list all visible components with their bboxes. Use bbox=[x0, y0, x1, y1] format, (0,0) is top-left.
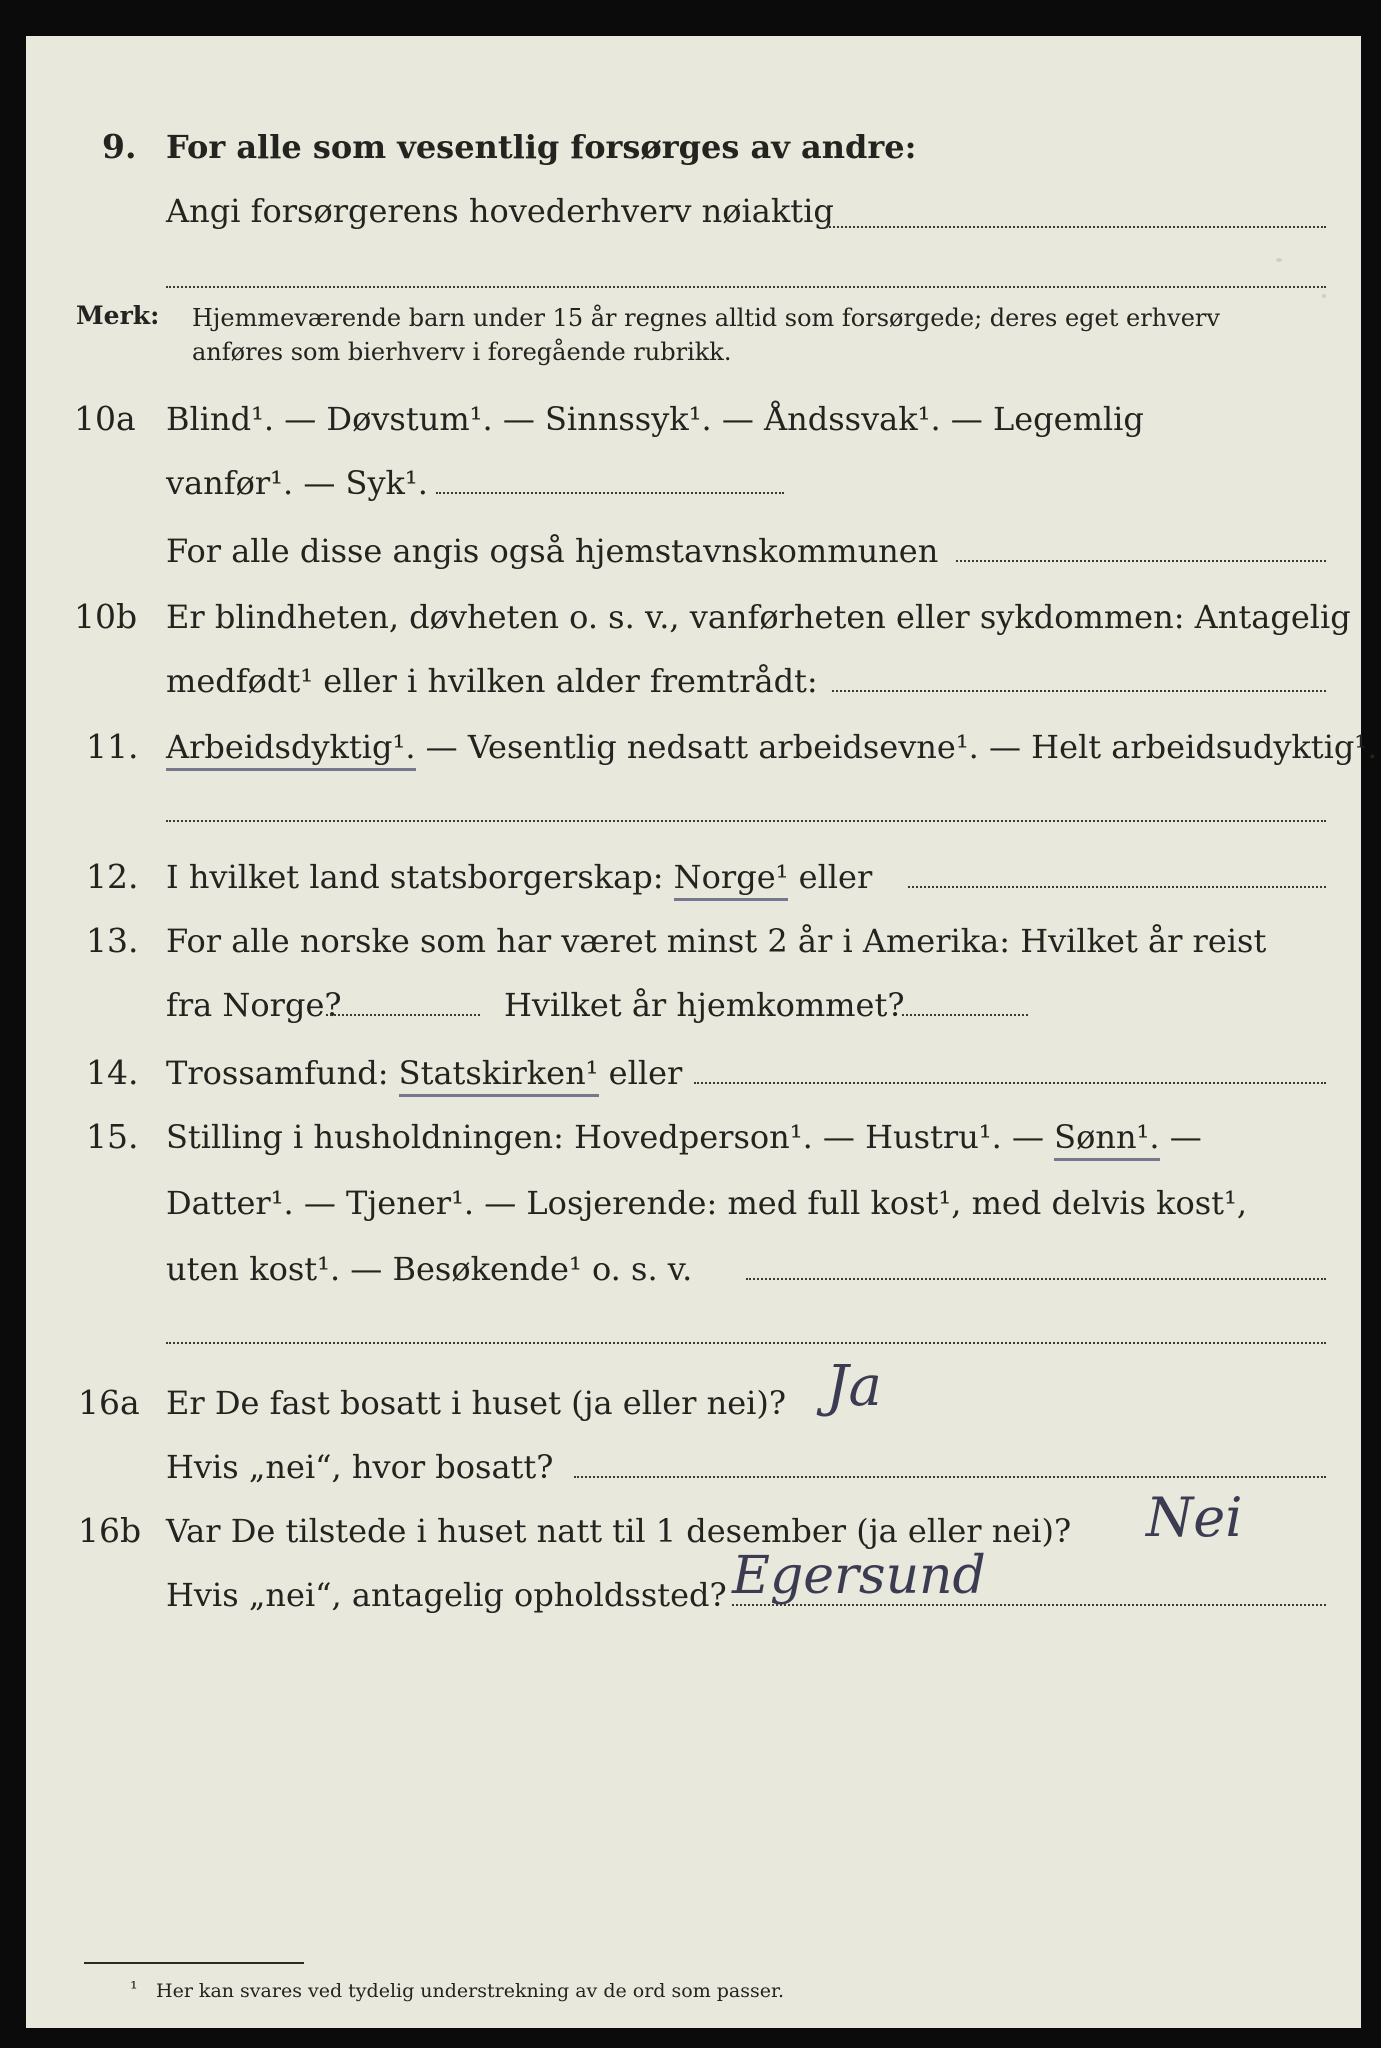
q16a-prompt-2: Hvis „nei“, hvor bosatt? bbox=[166, 1448, 554, 1486]
q9-number: 9. bbox=[102, 127, 137, 166]
q10b-answer-line[interactable] bbox=[832, 690, 1326, 692]
q12-number: 12. bbox=[86, 857, 139, 896]
q9-answer-line[interactable] bbox=[826, 226, 1326, 228]
q15-answer-line[interactable] bbox=[746, 1278, 1326, 1280]
q16b-prompt: Var De tilstede i huset natt til 1 desember (ja eller nei)? bbox=[166, 1512, 1072, 1550]
q15-answer-line-2[interactable] bbox=[166, 1342, 1326, 1344]
q13-year-returned-line[interactable] bbox=[902, 1014, 1028, 1016]
q10a-line-1: Blind¹. — Døvstum¹. — Sinnssyk¹. — Åndssvak¹. — Legemlig bbox=[166, 400, 1144, 438]
footnote-rule bbox=[84, 1962, 304, 1964]
q11-options bbox=[166, 728, 1377, 766]
q14-prompt: Trossamfund: bbox=[166, 1054, 389, 1092]
q12-option-norge-selected[interactable]: Norge¹ bbox=[674, 858, 789, 901]
q16b-prompt-2: Hvis „nei“, antagelig opholdssted? bbox=[166, 1576, 727, 1614]
q11-option-arbeidsdyktig-selected[interactable]: Arbeidsdyktig¹. bbox=[166, 728, 416, 771]
q10a-line-2: vanfør¹. — Syk¹. bbox=[166, 464, 428, 502]
q13-number: 13. bbox=[86, 921, 139, 960]
q10b-number: 10b bbox=[74, 597, 138, 636]
q11-option-rest: — Vesentlig nedsatt arbeidsevne¹. — Helt arbeidsudyktig¹. bbox=[425, 728, 1378, 766]
q9-answer-line-2[interactable] bbox=[166, 286, 1326, 288]
q13-line-1: For alle norske som har været minst 2 år i Amerika: Hvilket år reist bbox=[166, 922, 1267, 960]
q14-line bbox=[166, 1054, 682, 1092]
merk-label: Merk: bbox=[76, 301, 160, 330]
merk-text-1: Hjemmeværende barn under 15 år regnes alltid som forsørgede; deres eget erhverv bbox=[192, 304, 1220, 332]
q15-line-3: uten kost¹. — Besøkende¹ o. s. v. bbox=[166, 1250, 693, 1288]
q16a-handwritten-answer[interactable]: Ja bbox=[826, 1354, 882, 1419]
q15-option-sonn-selected[interactable]: Sønn¹. bbox=[1054, 1118, 1159, 1161]
q13-prompt-reist: fra Norge? bbox=[166, 986, 342, 1024]
q15-line-1 bbox=[166, 1118, 1202, 1156]
q10a-hometown-line[interactable] bbox=[956, 560, 1326, 562]
q16b-handwritten-answer[interactable]: Nei bbox=[1146, 1486, 1243, 1549]
q10b-line-2: medfødt¹ eller i hvilken alder fremtrådt: bbox=[166, 662, 818, 700]
q13-prompt-hjemkommet: Hvilket år hjemkommet? bbox=[504, 986, 905, 1024]
q14-option-statskirken-selected[interactable]: Statskirken¹ bbox=[399, 1054, 599, 1097]
q14-eller: eller bbox=[608, 1054, 683, 1092]
q14-number: 14. bbox=[86, 1053, 139, 1092]
q16a-number: 16a bbox=[78, 1383, 140, 1422]
q10b-line-1: Er blindheten, døvheten o. s. v., vanførheten eller sykdommen: Antagelig bbox=[166, 598, 1351, 636]
q11-answer-line[interactable] bbox=[166, 820, 1326, 822]
paper-speck bbox=[1276, 258, 1282, 262]
footnote-mark: ¹ bbox=[130, 1978, 138, 2000]
paper-speck bbox=[1322, 294, 1326, 298]
q12-eller: eller bbox=[798, 858, 873, 896]
q16b-place-line[interactable] bbox=[732, 1604, 1326, 1606]
q9-prompt: Angi forsørgerens hovederhverv nøiaktig bbox=[166, 192, 834, 230]
q15-line-2: Datter¹. — Tjener¹. — Losjerende: med full kost¹, med delvis kost¹, bbox=[166, 1184, 1248, 1222]
q15-options-a: Stilling i husholdningen: Hovedperson¹. — Hustru¹. — bbox=[166, 1118, 1044, 1156]
q15-dash: — bbox=[1169, 1118, 1202, 1156]
q10a-answer-line[interactable] bbox=[436, 492, 784, 494]
q16b-handwritten-place[interactable]: Egersund bbox=[732, 1546, 986, 1606]
merk-text-2: anføres som bierhverv i foregående rubrikk. bbox=[192, 338, 732, 366]
q12-line bbox=[166, 858, 872, 896]
q10a-number: 10a bbox=[74, 399, 136, 438]
q11-number: 11. bbox=[86, 727, 139, 766]
q12-prompt: I hvilket land statsborgerskap: bbox=[166, 858, 664, 896]
footnote-text: Her kan svares ved tydelig understrekning av de ord som passer. bbox=[156, 1980, 785, 2002]
q16a-residence-line[interactable] bbox=[574, 1476, 1326, 1478]
q16b-number: 16b bbox=[78, 1511, 142, 1550]
q14-answer-line[interactable] bbox=[694, 1082, 1326, 1084]
q15-number: 15. bbox=[86, 1117, 139, 1156]
census-form-page bbox=[26, 36, 1378, 2028]
q9-heading: For alle som vesentlig forsørges av andre: bbox=[166, 128, 917, 166]
q10a-line-3: For alle disse angis også hjemstavnskommunen bbox=[166, 532, 939, 570]
q13-year-left-line[interactable] bbox=[326, 1014, 480, 1016]
q16a-prompt: Er De fast bosatt i huset (ja eller nei)? bbox=[166, 1384, 787, 1422]
q12-answer-line[interactable] bbox=[908, 886, 1326, 888]
